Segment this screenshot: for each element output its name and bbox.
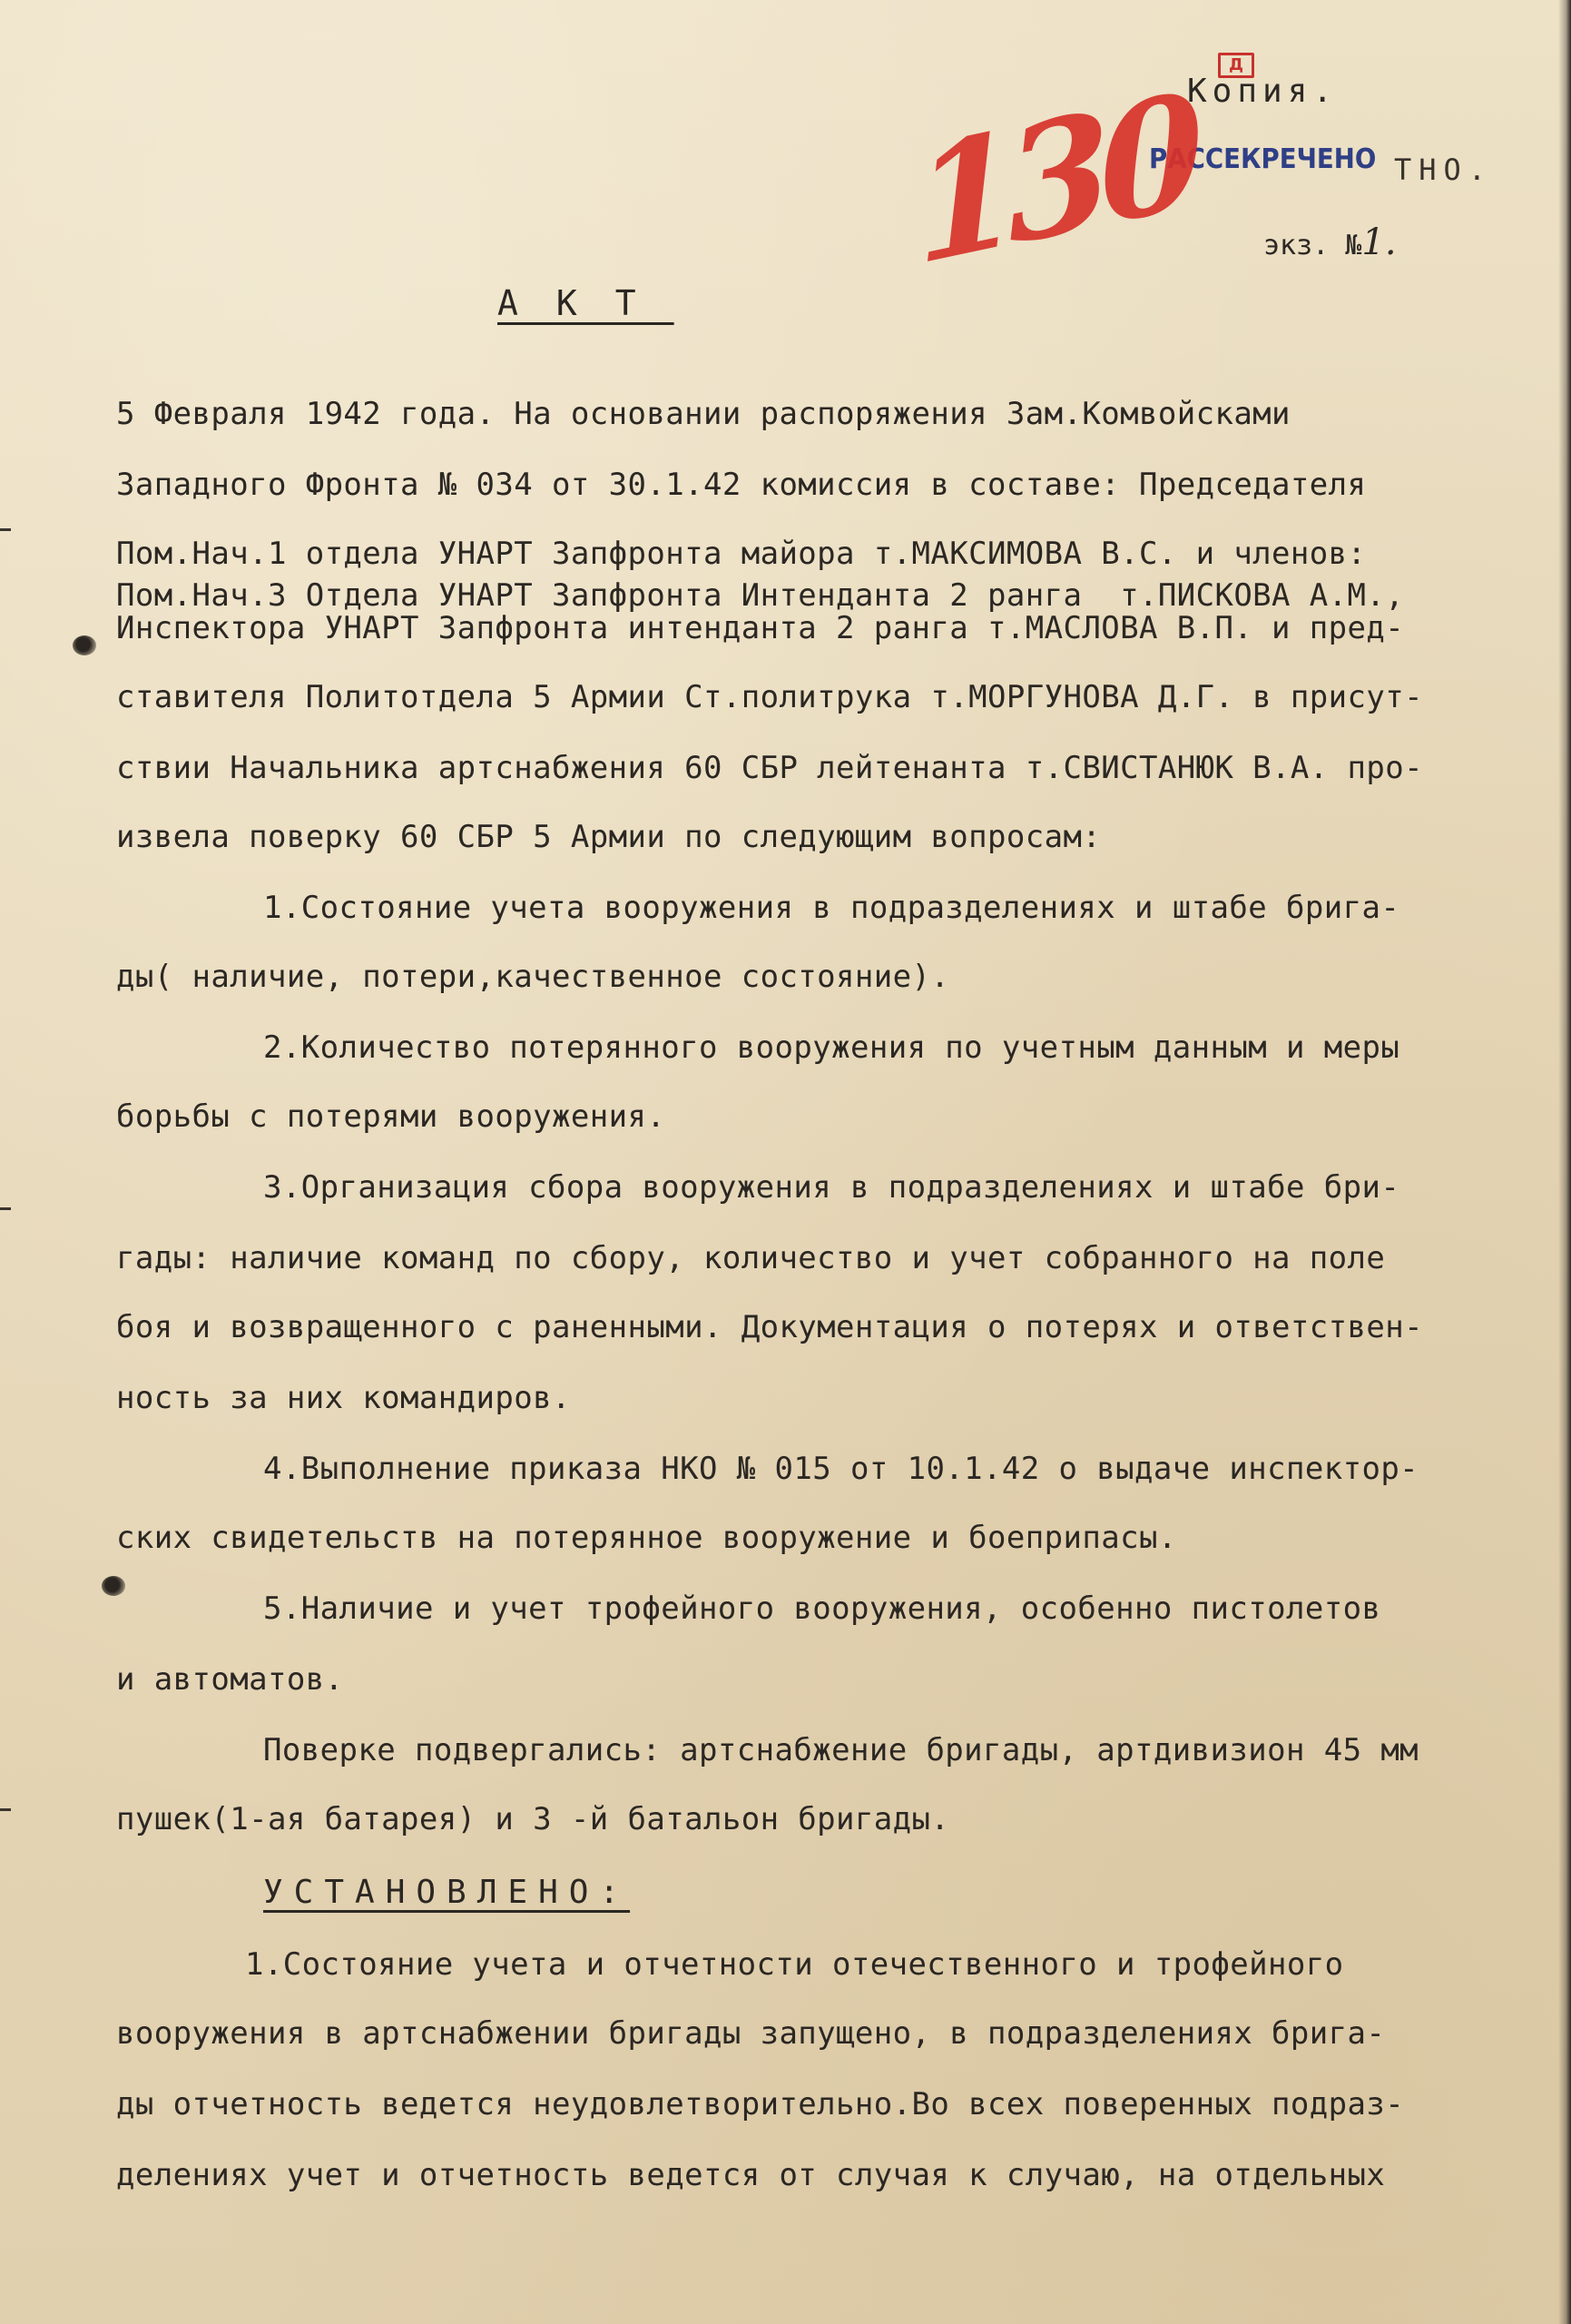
text-line: извела поверку 60 СБР 5 Армии по следующим вопросам:	[116, 819, 1102, 855]
text-line: пушек(1-ая батарея) и 3 -й батальон бригады.	[116, 1801, 950, 1837]
list-item-line: ских свидетельств на потерянное вооружение и боеприпасы.	[116, 1520, 1177, 1556]
copy-number	[1263, 222, 1397, 263]
declassified-stamp: РАССЕКРЕЧЕНО	[1149, 143, 1377, 175]
margin-tick	[0, 528, 11, 531]
list-item-line: гады: наличие команд по сбору, количество и учет собранного на поле	[116, 1240, 1386, 1276]
list-item-line: боя и возвращенного с раненными. Документация о потерях и ответствен-	[116, 1309, 1424, 1345]
document-title: АКТ	[497, 283, 674, 323]
list-item-line: ды( наличие, потери,качественное состояние).	[116, 959, 950, 995]
copy-number-label: экз. №	[1263, 230, 1362, 261]
list-item-line: 2.Количество потерянного вооружения по учетным данным и меры	[263, 1029, 1400, 1066]
secrecy-label: ТНО.	[1394, 153, 1494, 187]
finding-line: 1.Состояние учета и отчетности отечественного и трофейного	[245, 1946, 1344, 1983]
list-item-line: ность за них командиров.	[116, 1380, 571, 1416]
text-line: 5 Февраля 1942 года. На основании распоряжения Зам.Комвойсками	[116, 396, 1291, 432]
punch-hole	[73, 635, 96, 655]
text-line: ствии Начальника артснабжения 60 СБР лейтенанта т.СВИСТАНЮК В.А. про-	[116, 750, 1424, 786]
margin-tick	[0, 1808, 11, 1811]
text-line: Инспектора УНАРТ Запфронта интенданта 2 ранга т.МАСЛОВА В.П. и пред-	[116, 610, 1405, 646]
red-stamp-mark: Д	[1218, 53, 1254, 78]
finding-line: вооружения в артснабжении бригады запущено, в подразделениях брига-	[116, 2015, 1386, 2052]
page-edge-shadow	[1558, 0, 1571, 2324]
punch-hole	[102, 1576, 125, 1596]
list-item-line: 3.Организация сбора вооружения в подразделениях и штабе бри-	[263, 1169, 1400, 1206]
finding-line: ды отчетность ведется неудовлетворительно.Во всех поверенных подраз-	[116, 2086, 1405, 2122]
margin-tick	[0, 1207, 11, 1210]
text-line: Западного Фронта № 034 от 30.1.42 комиссия в составе: Председателя	[116, 467, 1367, 503]
text-line: Пом.Нач.1 отдела УНАРТ Запфронта майора т.МАКСИМОВА В.С. и членов:	[116, 536, 1367, 572]
text-line: ставителя Политотдела 5 Армии Ст.политрука т.МОРГУНОВА Д.Г. в присут-	[116, 679, 1424, 715]
copy-label: Копия.	[1187, 73, 1339, 110]
list-item-line: 1.Состояние учета вооружения в подразделениях и штабе брига-	[263, 890, 1400, 926]
list-item-line: и автоматов.	[116, 1661, 344, 1698]
list-item-line: 5.Наличие и учет трофейного вооружения, особенно пистолетов	[263, 1590, 1381, 1627]
list-item-line: борьбы с потерями вооружения.	[116, 1098, 666, 1135]
handwritten-sheet-number: 130	[908, 58, 1199, 301]
section-heading: УСТАНОВЛЕНО:	[263, 1874, 631, 1911]
copy-number-value: 1.	[1361, 222, 1397, 263]
list-item-line: 4.Выполнение приказа НКО № 015 от 10.1.42 о выдаче инспектор-	[263, 1451, 1419, 1487]
text-line: Пом.Нач.3 Отдела УНАРТ Запфронта Интенданта 2 ранга т.ПИСКОВА А.М.,	[116, 577, 1405, 614]
finding-line: делениях учет и отчетность ведется от случая к случаю, на отдельных	[116, 2157, 1386, 2193]
text-line: Поверке подвергались: артснабжение бригады, артдивизион 45 мм	[263, 1732, 1419, 1768]
